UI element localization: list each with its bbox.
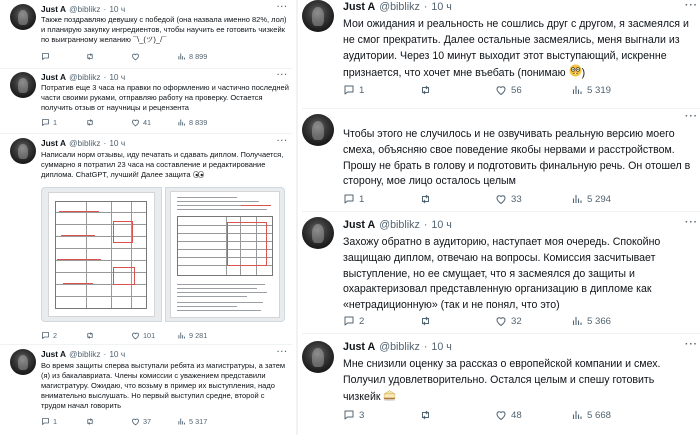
tweet-actions [343, 193, 647, 205]
timestamp[interactable]: 10 ч [109, 349, 126, 359]
tweet-text-line: Написали норм отзывы, иду печатать и сдавать диплом. Получается, [41, 150, 284, 159]
document-photo-1[interactable] [41, 187, 162, 322]
reply-icon [343, 193, 355, 205]
timestamp[interactable]: 10 ч [431, 341, 452, 353]
tweet-text-line: смеха, объясняю свое поведение якобы нервами и расстройством. [343, 143, 675, 156]
tweet-text-line: Мне снизили оценку за рассказ о европейской компании и смех. [343, 358, 661, 370]
view-count: 5 668 [587, 409, 612, 421]
reply-icon [343, 84, 355, 96]
reply-button[interactable] [41, 118, 85, 127]
retweet-button[interactable] [419, 315, 495, 327]
tweet-text-tail: ) [581, 67, 586, 80]
tweet-header [343, 1, 456, 13]
tweet-header [41, 138, 128, 148]
tweet-text-line: «нетрадиционную» (так и не понял, что это) [343, 299, 560, 312]
views-chart-icon [571, 193, 583, 205]
like-count: 48 [511, 409, 522, 421]
reply-button[interactable] [41, 52, 85, 61]
retweet-button[interactable] [85, 118, 131, 127]
like-button[interactable] [495, 84, 571, 96]
retweet-icon [419, 409, 432, 421]
tweet-text-line [343, 389, 661, 406]
view-count: 5 319 [587, 84, 612, 96]
reply-button[interactable] [343, 315, 419, 327]
cheesecake-emoji-icon [383, 389, 396, 401]
author-handle[interactable]: @biblikz [379, 219, 420, 231]
tweet-separator [0, 133, 292, 134]
tweet-header [41, 349, 128, 359]
reply-button[interactable] [41, 331, 85, 340]
tweet-actions [343, 315, 647, 327]
timestamp[interactable]: 10 ч [431, 1, 452, 13]
like-button[interactable] [495, 315, 571, 327]
views-button[interactable] [571, 193, 647, 205]
heart-icon [131, 331, 140, 340]
tweet-text-line: выступление, но ее смущает, что я засмеялся до защиты и [343, 267, 635, 280]
views-chart-icon [177, 417, 186, 426]
timestamp[interactable]: 10 ч [109, 72, 126, 82]
tweet-text-line [41, 170, 283, 180]
tweet-text-line: Получил удовлетворительно. Остался целым и спешу готовить [343, 373, 655, 386]
retweet-icon [419, 315, 432, 327]
tweet-text-line: не смог прекратить. Далее остальные засмеялись, меня выгнали из [343, 33, 680, 46]
author-name[interactable]: Just A [41, 4, 67, 14]
reply-icon [343, 315, 355, 327]
reply-icon [41, 118, 50, 127]
tweet-text-line: внимательно выслушать. Но первый выступил средне, второй с [41, 391, 265, 400]
tweet-text-line-content: чизкейк [343, 390, 381, 403]
tweet-text-line: получить отзыв от научницы и рецензента [41, 103, 189, 112]
tweet-text-line: Во время защиты сперва выступали ребята из магистратуры, а затем [41, 361, 286, 370]
more-options-icon[interactable]: ··· [685, 111, 698, 122]
tweet-text-line: части своими руками, отправляю работу на проверку. Остается [41, 93, 263, 102]
author-handle[interactable]: @biblikz [69, 349, 101, 359]
reply-count: 2 [359, 315, 365, 327]
retweet-icon [85, 417, 95, 426]
tweet-text-line: охарактеризовал представленную организацию в дипломе как [343, 283, 652, 296]
more-options-icon[interactable]: ··· [685, 217, 698, 228]
views-chart-icon [177, 118, 186, 127]
views-button[interactable] [571, 409, 647, 421]
tweet-actions [343, 409, 647, 421]
separator-dot: · [103, 72, 107, 82]
like-count: 56 [511, 84, 522, 96]
like-count: 41 [143, 118, 152, 127]
author-name[interactable]: Just A [343, 341, 376, 353]
tweet-text-line [343, 64, 689, 82]
separator-dot: · [103, 138, 107, 148]
like-button[interactable] [131, 52, 177, 61]
more-options-icon[interactable]: ··· [277, 347, 288, 356]
like-count: 101 [143, 331, 156, 340]
view-count: 5 366 [587, 315, 612, 327]
tweet-header [41, 72, 128, 82]
retweet-icon [419, 84, 432, 96]
tweet-text-line-content: диплома. ChatGPT, лучший! Далее защита [41, 170, 191, 179]
tweet-separator [302, 211, 700, 212]
avatar[interactable] [10, 4, 36, 30]
tweet-text-line: трудом начал говорить [41, 401, 122, 410]
tweet-actions [41, 417, 227, 426]
column-divider [296, 0, 298, 435]
heart-icon [131, 52, 140, 61]
tweet[interactable] [302, 336, 700, 435]
tweet[interactable] [0, 69, 292, 129]
view-count: 8 899 [189, 52, 208, 61]
timestamp[interactable]: 10 ч [431, 219, 452, 231]
views-button[interactable] [177, 331, 227, 340]
reply-count: 3 [359, 409, 365, 421]
heart-icon [495, 315, 507, 327]
avatar[interactable] [302, 217, 334, 249]
retweet-button[interactable] [419, 84, 495, 96]
more-options-icon[interactable]: ··· [685, 339, 698, 350]
tweet-text-line: по выигранному желанию ¯\_(ツ)_/¯ [41, 35, 167, 44]
author-name[interactable]: Just A [343, 1, 376, 13]
author-handle[interactable]: @biblikz [69, 72, 101, 82]
retweet-icon [85, 52, 95, 61]
tweet-separator [0, 344, 292, 345]
media-gallery [41, 187, 285, 322]
avatar[interactable] [302, 0, 334, 32]
right-thread-column [302, 0, 700, 435]
heart-icon [495, 193, 507, 205]
reply-button[interactable] [343, 409, 419, 421]
reply-button[interactable] [343, 193, 419, 205]
author-handle[interactable]: @biblikz [69, 4, 101, 14]
author-name[interactable]: Just A [41, 138, 67, 148]
separator-dot: · [103, 4, 107, 14]
retweet-button[interactable] [419, 409, 495, 421]
avatar[interactable] [302, 114, 334, 146]
tweet-text [343, 127, 690, 190]
heart-icon [131, 118, 140, 127]
like-button[interactable] [131, 417, 177, 426]
avatar[interactable] [10, 138, 36, 164]
more-options-icon[interactable]: ··· [277, 136, 288, 145]
view-count: 5 317 [189, 417, 208, 426]
tweet-text-line: (я) из бакалавриата. Члены комиссии с уважением представили [41, 371, 266, 380]
tweet-actions [41, 118, 227, 127]
tweet-actions [343, 84, 647, 96]
tweet[interactable] [302, 0, 700, 106]
heart-icon [495, 409, 507, 421]
view-count: 8 839 [189, 118, 208, 127]
reply-count: 1 [53, 417, 58, 426]
tweet-text-line: Прошу не брать в голову и подготовить финальную речь. Он отошел в [343, 159, 691, 172]
tweet-separator [302, 108, 700, 109]
reply-button[interactable] [343, 84, 419, 96]
document-page [170, 191, 281, 318]
retweet-button[interactable] [419, 193, 495, 205]
tweet-text-line: Чтобы этого не случилось и не озвучивать реальную версию моего [343, 128, 675, 140]
tweet-text [41, 83, 289, 113]
document-photo-2[interactable] [165, 187, 286, 322]
more-options-icon[interactable]: ··· [685, 0, 698, 11]
tweet-text-line: сторону, мое лицо осталось целым [343, 175, 516, 188]
retweet-icon [85, 331, 95, 340]
views-button[interactable] [177, 118, 227, 127]
timestamp[interactable]: 10 ч [109, 4, 126, 14]
like-button[interactable] [131, 331, 177, 340]
views-button[interactable] [571, 84, 647, 96]
view-count: 5 294 [587, 193, 612, 205]
tweet-text-line: защищаю диплом, отвечаю на вопросы. Комиссия засчитывает [343, 251, 656, 264]
retweet-button[interactable] [85, 417, 131, 426]
views-chart-icon [571, 409, 583, 421]
eyes-emoji-icon [193, 171, 204, 178]
retweet-icon [419, 193, 432, 205]
views-button[interactable] [571, 315, 647, 327]
tweet-header [343, 219, 456, 231]
author-name[interactable]: Just A [41, 72, 67, 82]
more-options-icon[interactable]: ··· [277, 2, 288, 11]
document-table [55, 201, 147, 309]
reply-count: 1 [359, 193, 365, 205]
tweet-text-line-content: признается, что хочет мне въебать (понимаю [343, 67, 566, 80]
separator-dot: · [423, 341, 428, 353]
document-page [48, 192, 155, 317]
tweet-text-line: Потратив еще 3 часа на правки по оформлению и частично последней [41, 83, 289, 92]
tweet-actions [41, 331, 227, 340]
nerd-face-emoji-icon [569, 64, 582, 77]
tweet-text [41, 361, 285, 411]
reply-button[interactable] [41, 417, 85, 426]
reply-count: 2 [53, 331, 58, 340]
retweet-icon [85, 118, 95, 127]
author-name[interactable]: Just A [41, 349, 67, 359]
heart-icon [495, 84, 507, 96]
more-options-icon[interactable]: ··· [277, 70, 288, 79]
avatar[interactable] [10, 349, 36, 375]
tweet-text-line: аудитории. Через 10 минут выходит этот выступающий, искренне [343, 49, 667, 62]
views-chart-icon [571, 315, 583, 327]
reply-icon [343, 409, 355, 421]
author-handle[interactable]: @biblikz [379, 341, 420, 353]
tweet[interactable] [0, 0, 292, 70]
separator-dot: · [103, 349, 107, 359]
left-thread-column [0, 0, 292, 435]
reply-icon [41, 52, 50, 61]
views-chart-icon [177, 52, 186, 61]
avatar[interactable] [302, 341, 334, 373]
tweet-text-line: Захожу обратно в аудиторию, наступает моя очередь. Спокойно [343, 236, 661, 248]
reply-icon [41, 331, 50, 340]
tweet-text-line: и планирую закупку ингредиентов, чтобы научить ее готовить чизкейк [41, 25, 285, 34]
tweet-text [343, 17, 689, 82]
tweet-text [343, 357, 661, 405]
views-button[interactable] [177, 52, 227, 61]
tweet-text-line: суммарно я потратил 23 часа на составление и редактирование [41, 160, 266, 169]
reply-count: 1 [53, 118, 58, 127]
like-count: 32 [511, 315, 522, 327]
tweet-header [41, 4, 128, 14]
avatar[interactable] [10, 72, 36, 98]
tweet[interactable] [302, 111, 700, 207]
heart-icon [131, 417, 140, 426]
separator-dot: · [423, 1, 428, 13]
reply-icon [41, 417, 50, 426]
views-button[interactable] [177, 417, 227, 426]
like-button[interactable] [495, 193, 571, 205]
retweet-button[interactable] [85, 52, 131, 61]
views-chart-icon [177, 331, 186, 340]
tweet-separator [302, 333, 700, 334]
view-count: 9 281 [189, 331, 208, 340]
timestamp[interactable]: 10 ч [109, 138, 126, 148]
reply-count: 1 [359, 84, 365, 96]
author-name[interactable]: Just A [343, 219, 376, 231]
author-handle[interactable]: @biblikz [379, 1, 420, 13]
tweet-text-line: Мои ожидания и реальность не сошлись друг с другом, я засмеялся и [343, 18, 689, 30]
like-count: 33 [511, 193, 522, 205]
tweet[interactable] [302, 214, 700, 332]
author-handle[interactable]: @biblikz [69, 138, 101, 148]
like-button[interactable] [495, 409, 571, 421]
tweet-text [41, 15, 287, 45]
tweet-text [343, 235, 660, 314]
like-button[interactable] [131, 118, 177, 127]
tweet-text-line: магистратуру. Ожидаю, что возьму в пример их выступления, надо [41, 381, 275, 390]
tweet-text-line: Также поздравляю девушку с победой (она назвала именно 82%, лол) [41, 15, 287, 24]
tweet[interactable] [0, 346, 292, 435]
like-count: 37 [143, 417, 152, 426]
retweet-button[interactable] [85, 331, 131, 340]
views-chart-icon [571, 84, 583, 96]
tweet-text [41, 150, 283, 180]
tweet-actions [41, 52, 227, 61]
tweet-header [343, 341, 456, 353]
separator-dot: · [423, 219, 428, 231]
